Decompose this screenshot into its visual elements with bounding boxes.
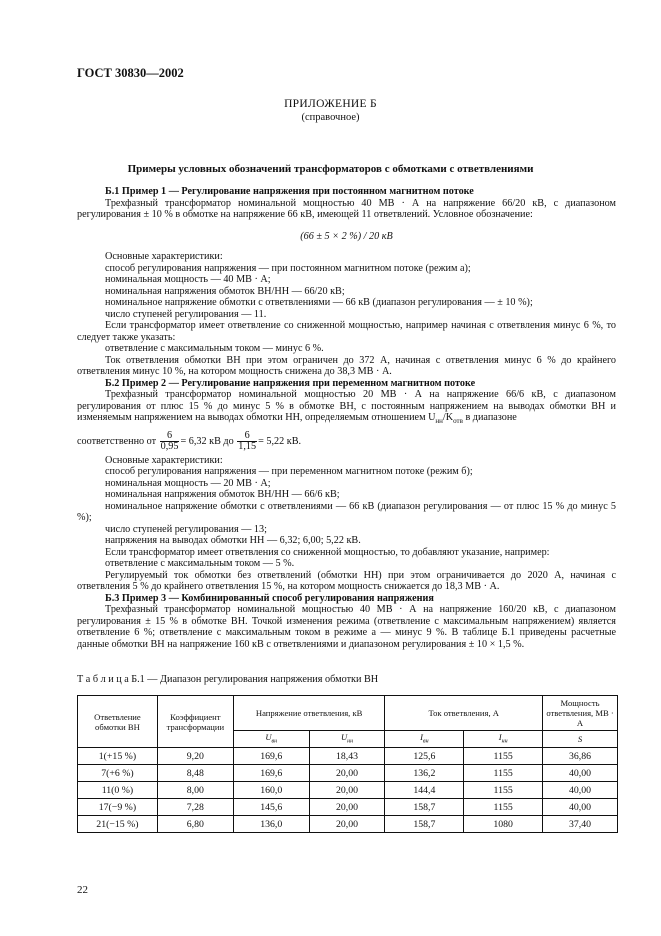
annex-subtitle: (справочное)	[301, 112, 360, 123]
list-item: способ регулирования напряжения — при постоянном магнитном потоке (режим а);	[105, 262, 471, 274]
list-item: способ регулирования напряжения — при переменном магнитном потоке (режим б);	[105, 466, 473, 478]
subheader-s: S	[543, 731, 618, 748]
table-caption: Т а б л и ц а Б.1 — Диапазон регулирования напряжения обмотки ВН	[77, 674, 379, 685]
list-item: число ступеней регулирования — 13;	[105, 523, 267, 535]
standard-header: ГОСТ 30830—2002	[77, 66, 184, 80]
list-item: номинальное напряжение обмотки с ответвлениями — 66 кВ (диапазон регулирования — ± 10 %);	[105, 297, 533, 308]
table-header-row	[78, 696, 618, 731]
paragraph: Регулируемый ток обмотки без ответвлений (обмотки НН) при этом ограничивается до 2020 А, начиная с ответвления 5 % до крайнего ответвления 15 %, на котором мощность снижается до 18,3 МВ · А.	[77, 569, 616, 593]
characteristics-title: Основные характеристики:	[105, 251, 223, 262]
paragraph: Если трансформатор имеет ответвления со сниженной мощностью, то добавляют указание, например:	[105, 546, 550, 558]
paragraph: Ток ответвления обмотки ВН при этом ограничен до 372 А, начиная с ответвления минус 6 % до крайнего ответвления минус 10 %, на котором мощность снижена до 38,3 МВ · А.	[77, 354, 616, 377]
paragraph: Трехфазный трансформатор номинальной мощностью 40 МВ · А на напряжение 66/20 кВ, с диапазоном регулирования ± 10 % в обмотке на напряжение 66 кВ, имеющей 11 ответвлений. Условное обозначение:	[77, 197, 616, 220]
table-row: 17(−9 %) 7,28 145,6 20,00 158,7 1155 40,00	[78, 799, 618, 816]
main-title: Примеры условных обозначений трансформаторов с обмотками с ответвлениями	[127, 163, 534, 175]
paragraph: Если трансформатор имеет ответвление со сниженной мощностью, например начиная с ответвления минус 6 %, то следует также указать:	[77, 320, 616, 343]
list-item: номинальная напряжения обмоток ВН/НН — 66/20 кВ;	[105, 285, 345, 297]
fraction: $\frac{6}{1,15}$	[238, 429, 257, 452]
list-item: номинальная напряжения обмоток ВН/НН — 66/6 кВ;	[105, 489, 340, 501]
subheader-i-lv: $I_{нн}$	[464, 731, 543, 748]
subheader-u-lv: $U_{нн}$	[309, 731, 385, 748]
paragraph: ответвление с максимальным током — минус 6 %.	[105, 343, 324, 354]
paragraph: Трехфазный трансформатор номинальной мощностью 20 МВ · А на напряжение 66/6 кВ, с диапазоном регулирования от плюс 15 % до минус 5 % в обмотке ВН, с постоянным напряжением на выводах обмотки ВН и изменяемым напряжением на выводах обмотки НН, определяемым отношением $U_{нн}/K_{отв}$ в диапазоне	[77, 389, 616, 426]
list-item: число ступеней регулирования — 11.	[105, 308, 267, 320]
list-item: номинальное напряжение обмотки с ответвлениями — 66 кВ (диапазон регулирования — от плюс 15 % до минус 5 %);	[77, 500, 616, 524]
document-body	[77, 186, 616, 650]
list-item: номинальная мощность — 40 МВ · А;	[105, 274, 271, 285]
header-voltage: Напряжение ответвления, кВ	[233, 696, 385, 731]
table-row: 21(−15 %) 6,80 136,0 20,00 158,7 1080 37,40	[78, 816, 618, 833]
header-power: Мощность ответвления, МВ · А	[543, 696, 618, 731]
table-row: 1(+15 %) 9,20 169,6 18,43 125,6 1155 36,86	[78, 748, 618, 765]
formula: (66 ± 5 × 2 %) / 20 кВ	[300, 230, 393, 242]
section-heading: Б.1 Пример 1 — Регулирование напряжения при постоянном магнитном потоке	[105, 186, 474, 197]
subheader-u-hv: $U_{вн}$	[233, 731, 309, 748]
section-heading: Б.2 Пример 2 — Регулирование напряжения при переменном магнитном потоке	[105, 377, 476, 389]
paragraph: Трехфазный трансформатор номинальной мощностью 40 МВ · А на напряжение 160/20 кВ, с диапазоном регулирования ± 15 % в обмотке ВН. Точкой изменения режима (ответвление с максимальным напряжением) является ответвление 6 %; ответвление с максимальным током в режиме а — минус 9 %. В таблице Б.1 приведены расчетные данные обмотки ВН на напряжение 160 кВ с ответвлениями и диапазоном регулирования ± 10 × 1,5 %.	[77, 604, 616, 650]
header-branch: Ответвление обмотки ВН	[78, 696, 158, 748]
paragraph: ответвление с максимальным током — 5 %.	[105, 558, 295, 570]
annex-title: ПРИЛОЖЕНИЕ Б	[284, 98, 377, 110]
subheader-i-hv: $I_{вн}$	[385, 731, 464, 748]
list-item: номинальная мощность — 20 МВ · А;	[105, 477, 271, 489]
page-number: 22	[77, 884, 88, 896]
table-row: 7(+6 %) 8,48 169,6 20,00 136,2 1155 40,00	[78, 765, 618, 782]
regulation-table	[77, 695, 618, 833]
characteristics-title: Основные характеристики:	[105, 454, 223, 466]
header-current: Ток ответвления, А	[385, 696, 543, 731]
list-item: напряжения на выводах обмотки НН — 6,32; 6,00; 5,22 кВ.	[105, 535, 361, 547]
fraction: $\frac{6}{0,95}$	[160, 429, 179, 452]
section-heading: Б.3 Пример 3 — Комбинированный способ регулирования напряжения	[105, 592, 434, 604]
range-formula-line: соответственно от $\frac{6}{0,95}$ = 6,32 кВ до $\frac{6}{1,15}$ = 5,22 кВ.	[77, 429, 302, 452]
table-row: 11(0 %) 8,00 160,0 20,00 144,4 1155 40,00	[78, 782, 618, 799]
header-coefficient: Коэффициент трансформации	[157, 696, 233, 748]
